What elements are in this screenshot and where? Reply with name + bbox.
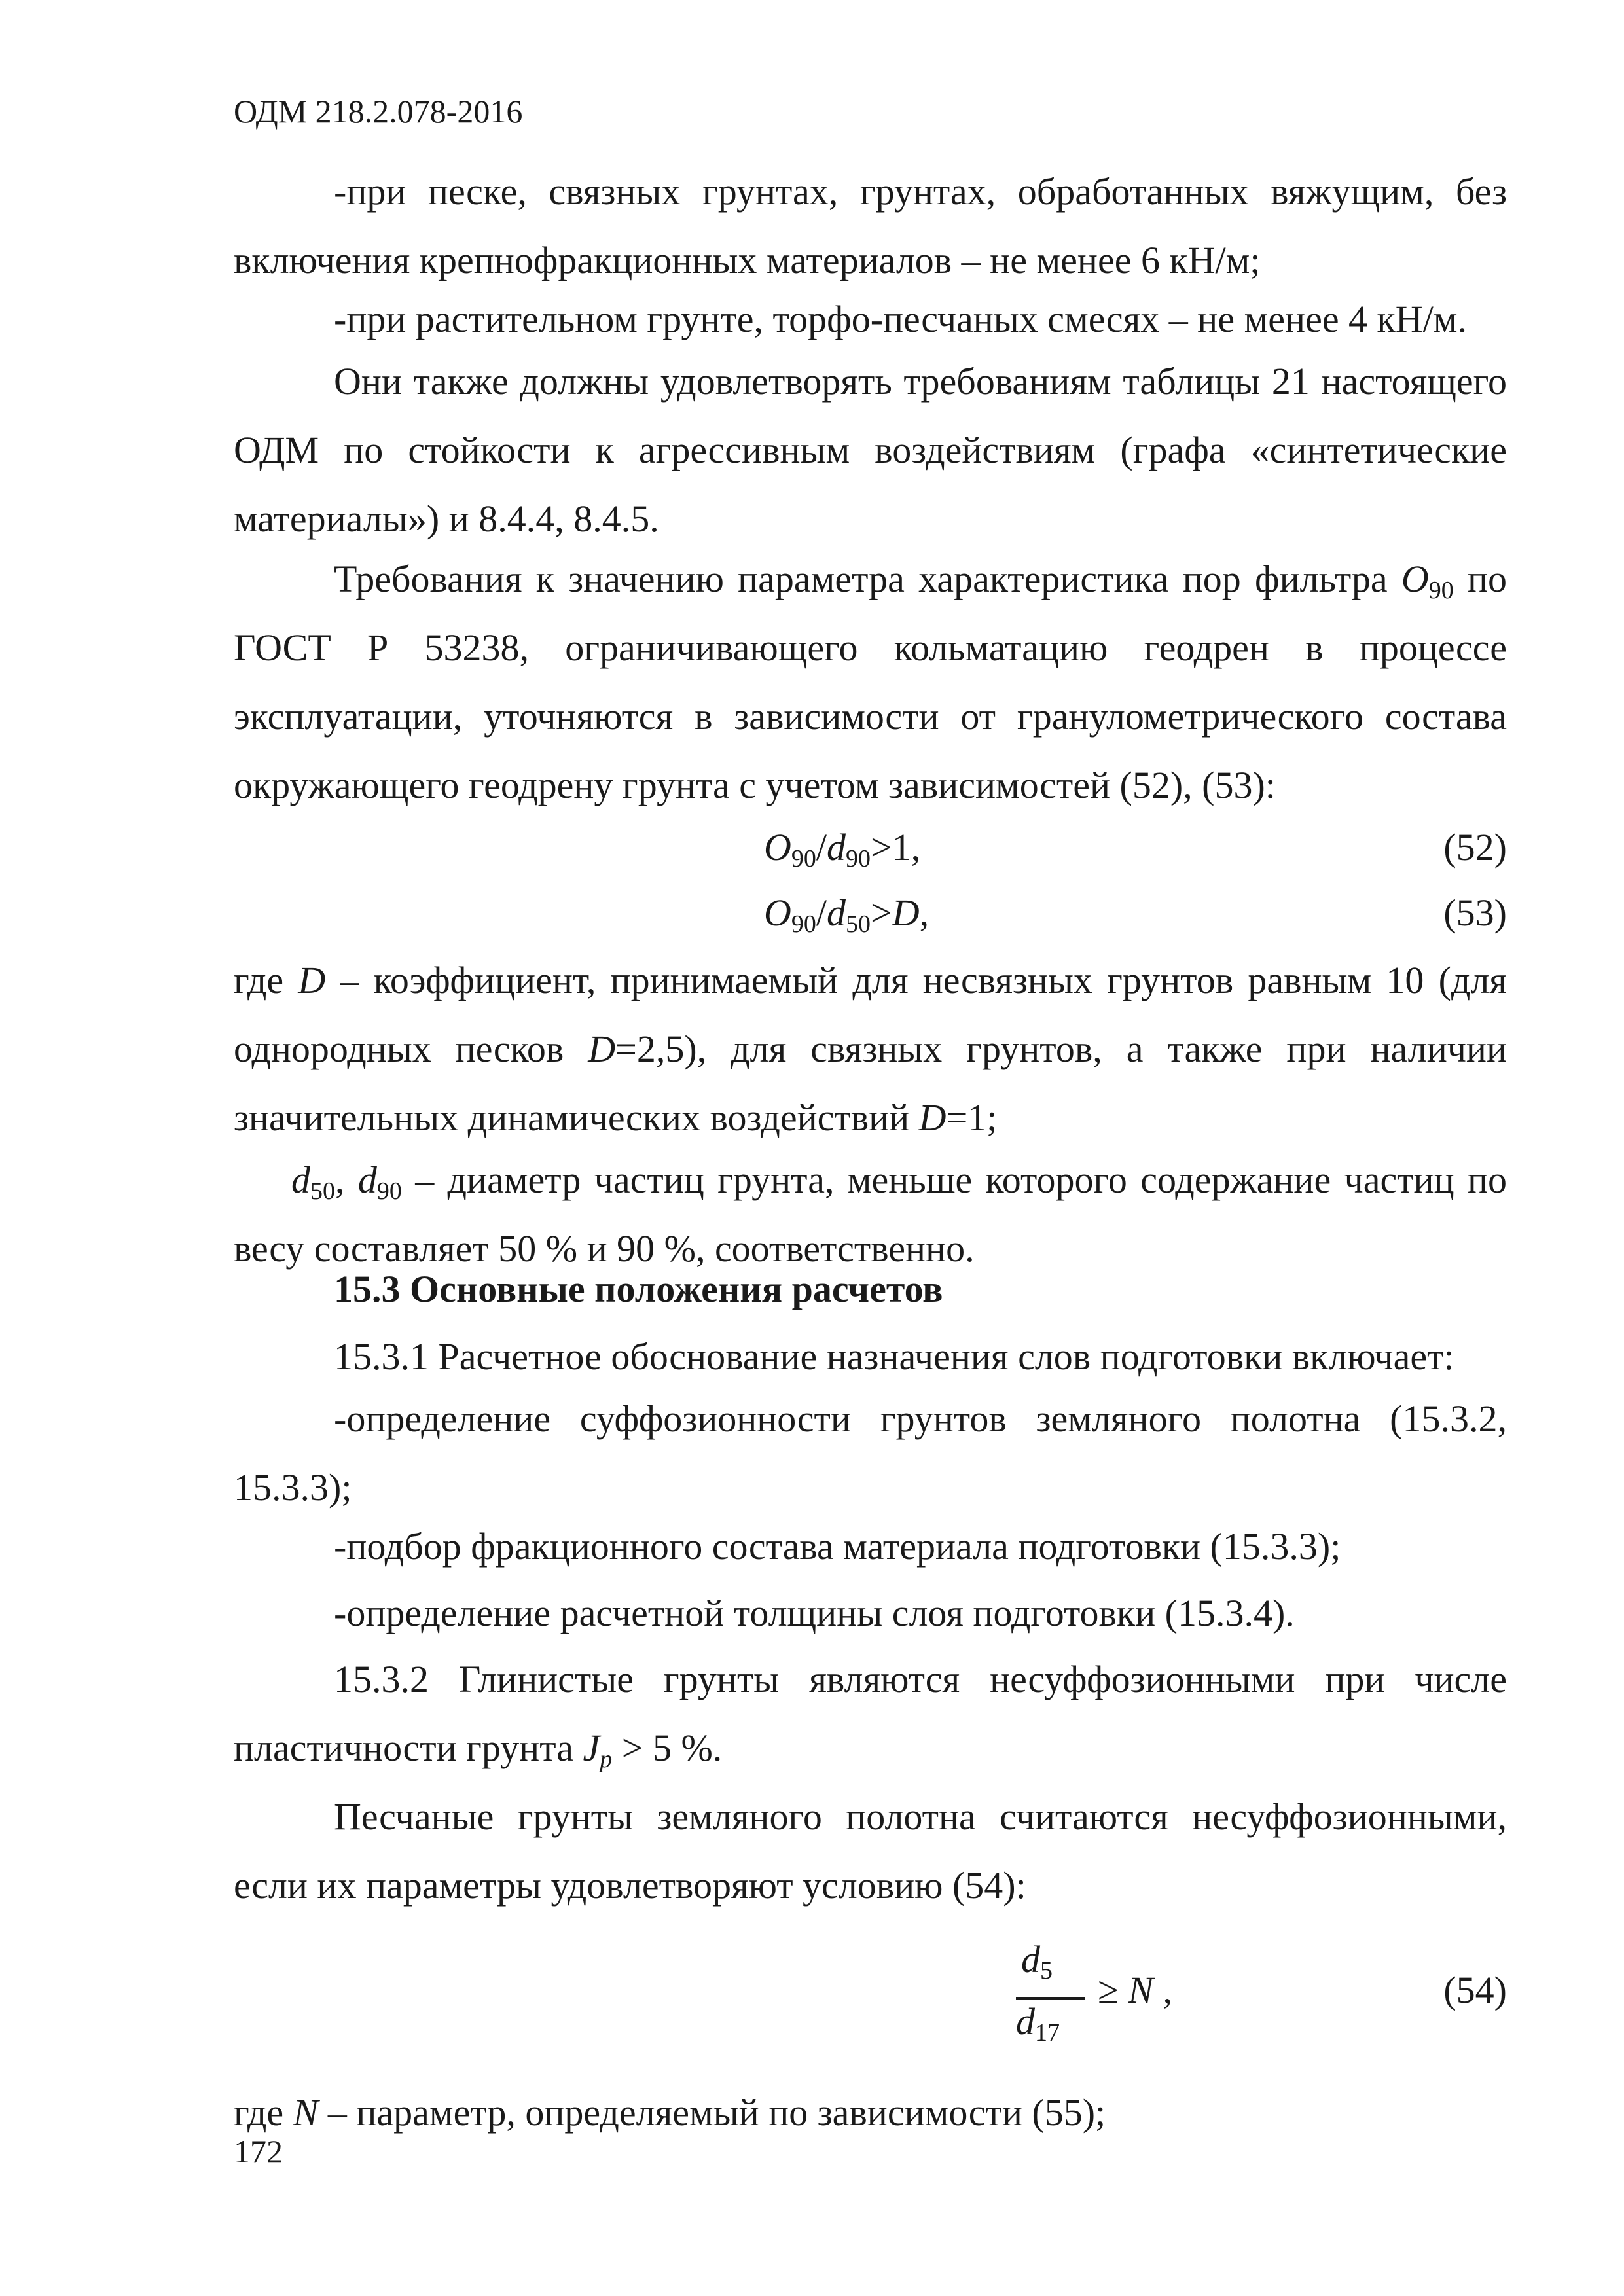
paragraph-coefficient-d: где D – коэффициент, принимаемый для несвязных грунтов равным 10 (для однородных песков D=2,5), для связных грунтов, а также при наличии значительных динамических воздействий D=1;: [234, 959, 1507, 1139]
list-item-fraction: -подбор фракционного состава материала подготовки (15.3.3);: [334, 1525, 1341, 1568]
formula-54-fraction: [1016, 1934, 1088, 2065]
plasticity-var: J: [583, 1727, 600, 1769]
filter-variable-sub: 90: [1428, 577, 1454, 604]
paragraph-filter-parameter: [234, 545, 1507, 819]
section-heading-15-3: 15.3 Основные положения расчетов: [334, 1268, 943, 1310]
formula-53: [234, 880, 1507, 946]
paragraph-sand-requirement: -при песке, связных грунтах, грунтах, обработанных вяжущим, без включения крепнофракционных материалов – не менее 6 кН/м;: [234, 170, 1507, 281]
formula-54-relation: ≥ N ,: [1098, 1969, 1173, 2011]
filter-text-end: по ГОСТ Р 53238, ограничивающего кольматацию геодрен в процессе эксплуатации, уточняются в зависимости от гранулометрического состава окружающего геодрену грунта с учетом зависимостей (52), (53):: [234, 558, 1507, 806]
formula-54-numerator: $d_5$: [1021, 1938, 1053, 1984]
paragraph-15-3-1: 15.3.1 Расчетное обоснование назначения слов подготовки включает:: [334, 1335, 1454, 1378]
formula-54-number: (54): [1443, 1969, 1507, 2011]
list-item-thickness: -определение расчетной толщины слоя подготовки (15.3.4).: [334, 1592, 1295, 1634]
formula-52-expression: $O_{90}/d_{90}>1$,: [764, 826, 921, 872]
paragraph-15-3-2: 15.3.2 Глинистые грунты являются несуффозионными при числе пластичности грунта $J_p > 5$ %.: [234, 1658, 1507, 1773]
filter-text-start: Требования к значению параметра характеристика пор фильтра: [334, 558, 1388, 600]
document-header: ОДМ 218.2.078-2016: [234, 93, 523, 130]
filter-variable: O: [1401, 558, 1429, 600]
paragraph-particle-diameter: $d_{50}$, $d_{90}$ – диаметр частиц грунта, меньше которого содержание частиц по весу составляет 50 % и 90 %, соответственно.: [234, 1158, 1507, 1270]
parameter-n-var: N: [293, 2091, 319, 2134]
formula-54: [234, 1934, 1507, 2065]
formula-52-number: (52): [1443, 826, 1507, 869]
formula-53-expression: $O_{90}/d_{50}>D$,: [764, 891, 929, 938]
paragraph-table21-reference: Они также должны удовлетворять требованиям таблицы 21 настоящего ОДМ по стойкости к агрессивным воздействиям (графа «синтетические материалы») и 8.4.4, 8.4.5.: [234, 360, 1507, 540]
paragraph-parameter-n: где N – параметр, определяемый по зависимости (55);: [234, 2091, 1106, 2134]
paragraph-peat-requirement: -при растительном грунте, торфо-песчаных смесях – не менее 4 кН/м.: [334, 298, 1467, 340]
coefficient-d-var: D: [298, 959, 326, 1001]
page-number: 172: [234, 2133, 283, 2170]
list-item-suffosion: -определение суффозионности грунтов земляного полотна (15.3.2, 15.3.3);: [234, 1397, 1507, 1509]
paragraph-sandy-soils: Песчаные грунты земляного полотна считаются несуффозионными, если их параметры удовлетворяют условию (54):: [234, 1795, 1507, 1907]
formula-54-denominator: $d_{17}$: [1016, 2000, 1060, 2047]
formula-53-number: (53): [1443, 891, 1507, 934]
formula-52: [234, 815, 1507, 880]
